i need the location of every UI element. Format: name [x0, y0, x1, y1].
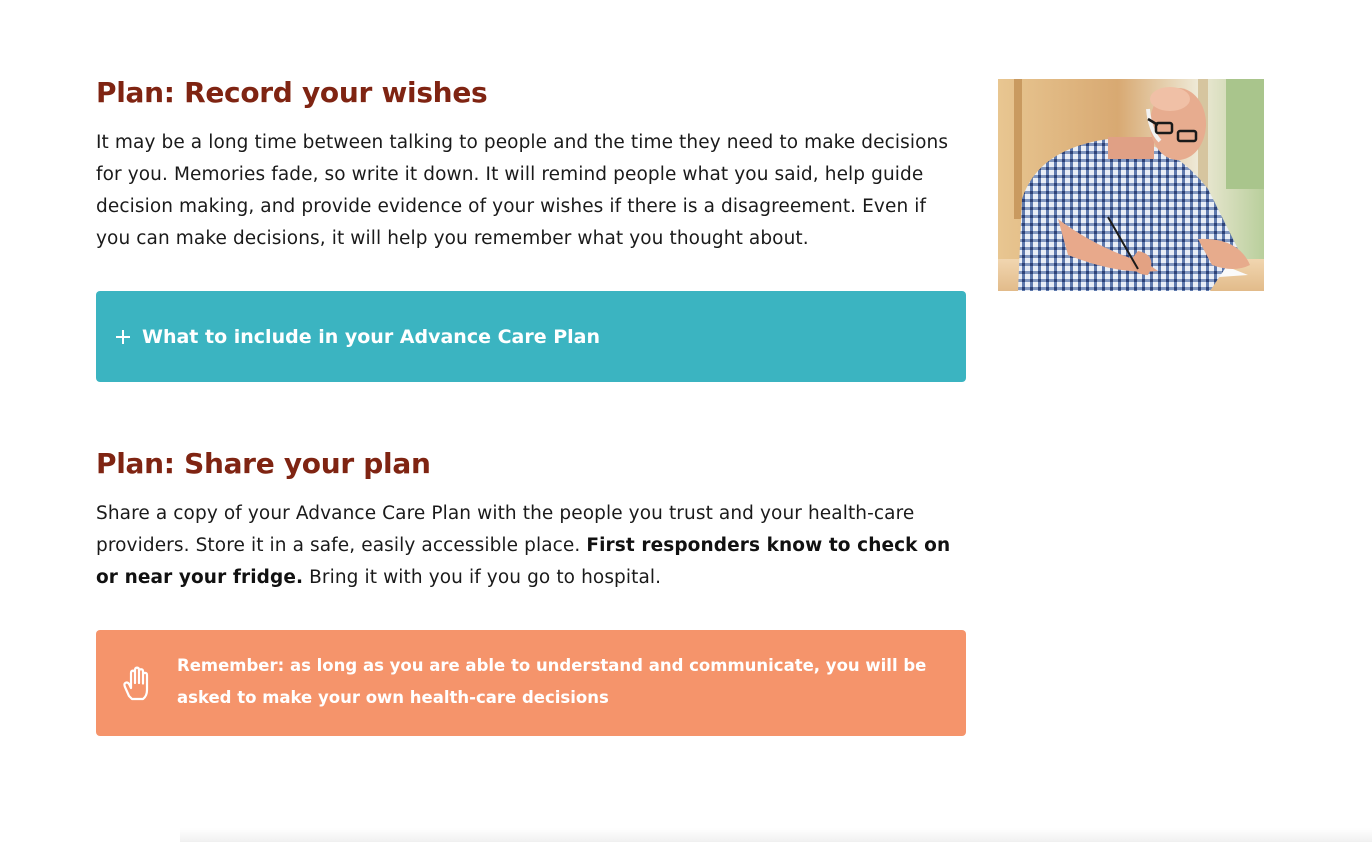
photo-elderly-man-writing: [998, 79, 1264, 291]
share-text-part2: Bring it with you if you go to hospital.: [303, 567, 662, 588]
section-heading-record-wishes: Plan: Record your wishes: [96, 76, 488, 109]
accordion-label: What to include in your Advance Care Plan: [142, 325, 601, 348]
hand-stop-icon: [120, 666, 154, 702]
plus-icon: [116, 330, 130, 344]
section-paragraph-share-plan: [96, 498, 966, 594]
section-heading-share-plan: Plan: Share your plan: [96, 447, 431, 480]
callout-text: Remember: as long as you are able to understand and communicate, you will be asked to make your own health-care decisions: [177, 656, 927, 707]
bottom-divider-shadow: [180, 828, 1372, 842]
photo-illustration: [998, 79, 1264, 291]
share-text-part1: Share a copy of your Advance Care Plan with the people you trust and your health-care providers. Store it in a safe, easily accessible place.: [96, 503, 915, 556]
section-paragraph-record-wishes: It may be a long time between talking to people and the time they need to make decisions for you. Memories fade, so write it down. It will remind people what you said, help guide decision making, and provide evidence of your wishes if there is a disagreement. Even if you can make decisions, it will help you remember what you thought about.: [96, 132, 949, 249]
callout-remember: [96, 630, 966, 736]
accordion-advance-care-plan[interactable]: [96, 291, 966, 382]
share-text-bold: First responders know to check on or near your fridge.: [96, 535, 951, 588]
